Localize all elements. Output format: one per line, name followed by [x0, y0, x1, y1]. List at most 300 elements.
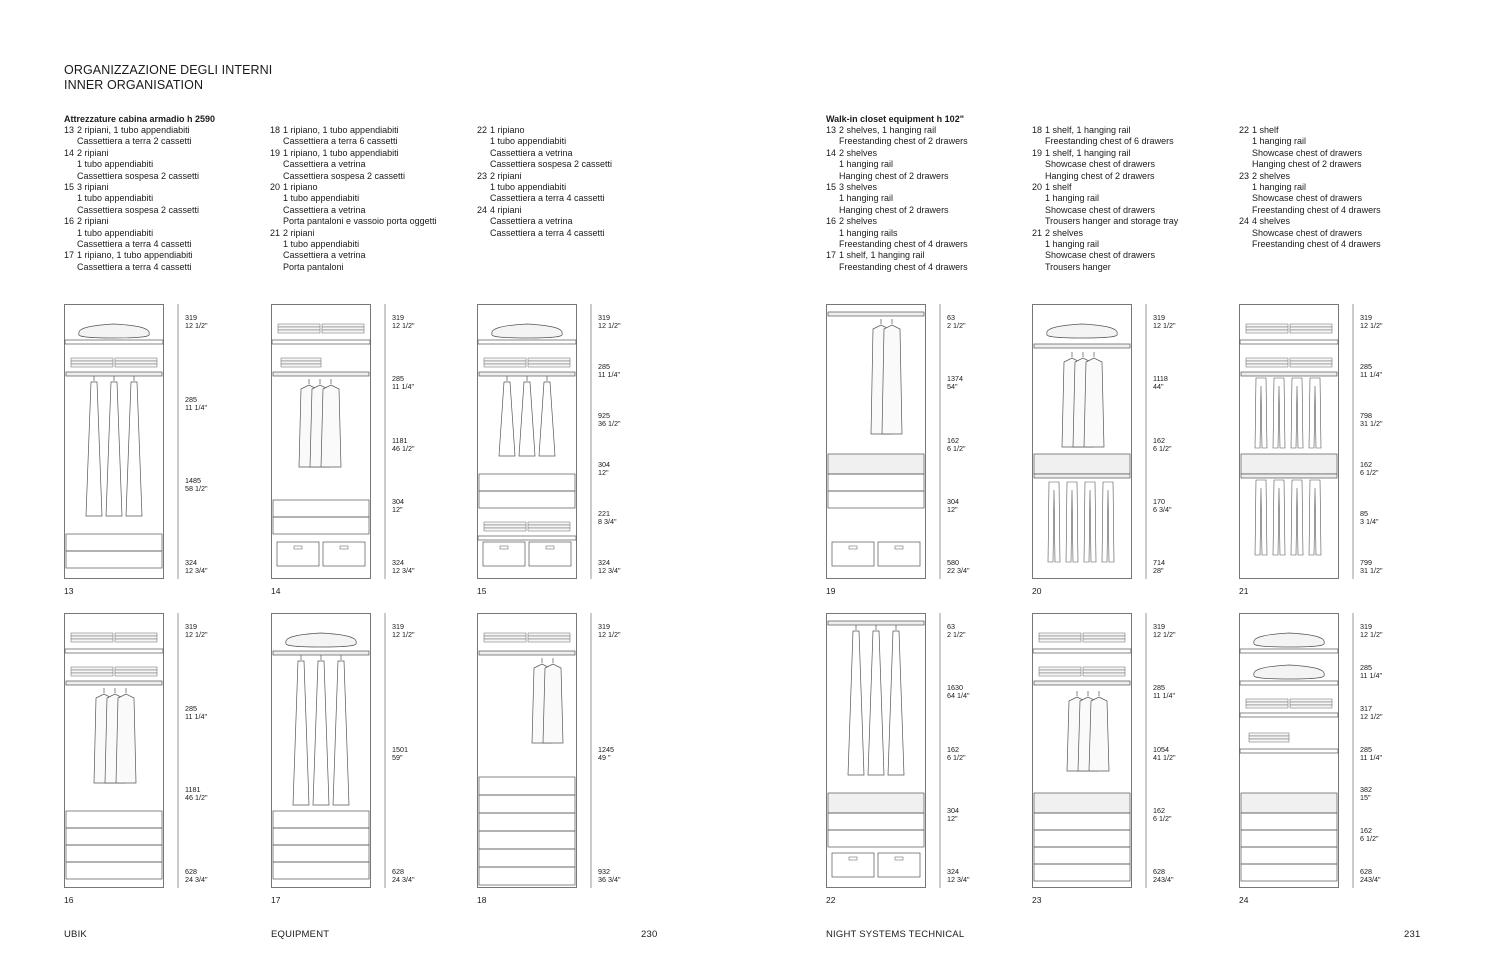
spec-line: [1032, 228, 1178, 239]
spec-line: [1239, 216, 1381, 227]
dimension-label: [1153, 868, 1174, 884]
spec-text: Showcase chest of drawers: [1045, 159, 1156, 170]
spec-heading-italian: [64, 114, 215, 125]
spec-line: [826, 171, 968, 182]
dimension-inch: 44": [1153, 382, 1164, 391]
spec-line: [64, 159, 199, 170]
spec-text: Cassettiera a terra 4 cassetti: [490, 227, 605, 238]
spec-line: [270, 159, 437, 170]
spec-text: Hanging chest of 2 drawers: [1252, 159, 1362, 170]
dimension-label: [598, 412, 621, 428]
spec-line: [270, 250, 437, 261]
spec-number: 14: [826, 147, 837, 158]
spec-line: [826, 205, 968, 216]
dimension-mm: 285: [1153, 683, 1165, 692]
spec-line: [1032, 239, 1178, 250]
dimension-label: [598, 314, 621, 330]
dimension-mm: 628: [1153, 867, 1165, 876]
dimension-label: [392, 868, 415, 884]
spec-line: [1032, 125, 1178, 136]
dimension-mm: 799: [1360, 558, 1372, 567]
dimension-mm: 319: [185, 622, 197, 631]
spec-line: [270, 228, 437, 239]
spec-number: 13: [826, 125, 837, 135]
dimension-label: [947, 623, 966, 639]
wardrobe-drawing: [271, 613, 371, 888]
dimension-label: [185, 705, 207, 721]
dimension-mm: 317: [1360, 704, 1372, 713]
spec-line: [1239, 171, 1381, 182]
spec-text: 1 shelf, 1 hanging rail: [1045, 147, 1131, 158]
spec-heading: Walk-in closet equipment h 102": [826, 114, 964, 124]
dimension-inch: 11 1/4": [1360, 370, 1383, 379]
dimension-label: [1153, 807, 1172, 823]
spec-line: [1032, 250, 1178, 261]
dimension-mm: 63: [947, 313, 955, 322]
dimension-inch: 49 ": [598, 753, 611, 762]
dimension-label: [1360, 705, 1383, 721]
dimension-label: [947, 375, 963, 391]
dimension-mm: 1485: [185, 476, 201, 485]
spec-line: [477, 171, 612, 182]
dimension-inch: 11 1/4": [392, 382, 415, 391]
dimension-label: [598, 510, 617, 526]
dimension-inch: 12": [947, 814, 958, 823]
wardrobe-drawing: [64, 304, 164, 579]
dimension-mm: 319: [392, 622, 404, 631]
spec-text: 2 ripiani: [77, 216, 109, 227]
spec-text: Freestanding chest of 4 drawers: [839, 239, 968, 250]
spec-text: 1 hanging rail: [839, 193, 894, 204]
spec-line: [477, 193, 612, 204]
spec-number: 17: [64, 250, 75, 261]
wardrobe-unit-20: [1032, 304, 1176, 596]
dimension-inch: 12 3/4": [185, 566, 208, 575]
dimension-label: [1153, 684, 1175, 700]
dimension-label: [598, 559, 621, 575]
dimension-inch: 31 1/2": [1360, 419, 1383, 428]
dimension-label: [392, 498, 404, 514]
dimension-inch: 12 1/2": [1360, 321, 1383, 330]
footer-page-left: 230: [641, 929, 658, 940]
dimension-inch: 243/4": [1360, 875, 1381, 884]
dimension-label: [1360, 559, 1383, 575]
dimension-inch: 12": [392, 505, 403, 514]
spec-text: 1 shelf: [1045, 182, 1072, 193]
dimension-inch: 11 1/4": [185, 712, 208, 721]
dimension-mm: 1181: [392, 436, 408, 445]
dimension-mm: 304: [947, 497, 959, 506]
dimension-label: [598, 746, 614, 762]
dimension-mm: 285: [185, 395, 197, 404]
spec-line: [64, 228, 199, 239]
spec-line: [1239, 193, 1381, 204]
dimension-mm: 324: [598, 558, 610, 567]
dimension-label: [1360, 786, 1372, 802]
dimension-mm: 319: [1153, 313, 1165, 322]
dimension-label: [392, 437, 415, 453]
spec-line: [1239, 239, 1381, 250]
dimension-label: [947, 437, 966, 453]
spec-number: 19: [270, 147, 281, 158]
spec-line: [270, 205, 437, 216]
dimension-label: [598, 868, 621, 884]
dimension-label: [392, 375, 414, 391]
spec-line: [477, 159, 612, 170]
spec-text: Cassettiera a vetrina: [490, 216, 573, 227]
dimension-mm: 285: [1360, 745, 1372, 754]
dimension-label: [947, 807, 959, 823]
spec-line: [1032, 159, 1178, 170]
dimension-mm: 162: [947, 436, 959, 445]
spec-list-italian-1: [64, 125, 199, 273]
spec-text: Freestanding chest of 4 drawers: [1252, 204, 1381, 215]
dimension-inch: 12 1/2": [598, 630, 621, 639]
spec-text: Porta pantaloni e vassoio porta oggetti: [283, 216, 437, 227]
wardrobe-unit-13: [64, 304, 208, 596]
spec-line: [270, 216, 437, 227]
dimension-inch: 2 1/2": [947, 321, 966, 330]
dimension-inch: 12 1/2": [392, 630, 415, 639]
dimension-label: [1360, 623, 1383, 639]
spec-number: 21: [1032, 227, 1043, 238]
dimension-mm: 304: [947, 806, 959, 815]
spec-number: 24: [1239, 216, 1250, 227]
spec-number: 15: [64, 182, 75, 193]
spec-text: Cassettiera sospesa 2 cassetti: [490, 159, 613, 170]
wardrobe-unit-16: [64, 613, 208, 905]
spec-text: 2 ripiani, 1 tubo appendiabiti: [77, 125, 190, 135]
dimension-label: [1360, 461, 1379, 477]
spec-number: 15: [826, 182, 837, 193]
spec-text: 2 shelves: [1252, 170, 1291, 181]
dimension-mm: 1054: [1153, 745, 1169, 754]
spec-text: 1 hanging rail: [839, 159, 894, 170]
spec-line: [826, 216, 968, 227]
spec-text: Cassettiera a vetrina: [283, 159, 366, 170]
spec-line: [270, 193, 437, 204]
dimension-inch: 12 3/4": [598, 566, 621, 575]
spec-text: 2 shelves: [839, 147, 878, 158]
dimension-mm: 324: [947, 867, 959, 876]
spec-line: [64, 136, 199, 147]
unit-number: 19: [826, 586, 836, 596]
dimension-mm: 162: [1153, 806, 1165, 815]
dimension-inch: 6 1/2": [1360, 834, 1379, 843]
spec-line: [477, 136, 612, 147]
dimension-inch: 36 1/2": [598, 419, 621, 428]
spec-text: Cassettiera a terra 2 cassetti: [77, 136, 192, 147]
spec-line: [64, 193, 199, 204]
dimension-label: [947, 498, 959, 514]
dimension-mm: 628: [185, 867, 197, 876]
dimension-label: [185, 477, 208, 493]
spec-line: [1032, 262, 1178, 273]
dimension-mm: 580: [947, 558, 959, 567]
spec-line: [64, 239, 199, 250]
dimension-inch: 31 1/2": [1360, 566, 1383, 575]
spec-line: [826, 262, 968, 273]
dimension-mm: 85: [1360, 509, 1368, 518]
title-english: INNER ORGANISATION: [64, 78, 204, 92]
dimension-mm: 1181: [185, 785, 201, 794]
dimension-inch: 46 1/2": [185, 793, 208, 802]
dimension-inch: 6 3/4": [1153, 505, 1172, 514]
dimension-label: [598, 623, 621, 639]
spec-text: 1 tubo appendiabiti: [283, 193, 360, 204]
spec-text: Cassettiera a terra 6 cassetti: [283, 136, 398, 147]
dimension-inch: 12 1/2": [185, 630, 208, 639]
footer-brand: UBIK: [64, 929, 87, 940]
page-title: [64, 63, 272, 93]
spec-line: [1032, 171, 1178, 182]
dimension-label: [947, 559, 970, 575]
dimension-inch: 64 1/4": [947, 691, 970, 700]
spec-line: [270, 125, 437, 136]
unit-number: 21: [1239, 586, 1249, 596]
spec-text: 1 tubo appendiabiti: [77, 227, 154, 238]
dimension-label: [1153, 559, 1165, 575]
spec-line: [477, 148, 612, 159]
spec-text: 1 tubo appendiabiti: [490, 182, 567, 193]
wardrobe-drawing: [1032, 613, 1132, 888]
spec-line: [826, 125, 968, 136]
spec-text: Cassettiera sospesa 2 cassetti: [77, 170, 200, 181]
spec-text: 1 ripiano, 1 tubo appendiabiti: [283, 147, 399, 158]
dimension-label: [392, 559, 415, 575]
dimension-inch: 11 1/4": [185, 403, 208, 412]
dimension-mm: 319: [392, 313, 404, 322]
spec-number: 21: [270, 227, 281, 238]
dimension-mm: 714: [1153, 558, 1165, 567]
dimension-mm: 324: [392, 558, 404, 567]
wardrobe-unit-22: [826, 613, 970, 905]
spec-number: 23: [477, 170, 488, 181]
dimension-mm: 170: [1153, 497, 1165, 506]
dimension-inch: 12 1/2": [1153, 321, 1176, 330]
dimension-label: [1360, 412, 1383, 428]
dimension-mm: 798: [1360, 411, 1372, 420]
dimension-inch: 12 1/2": [185, 321, 208, 330]
dimension-inch: 12": [598, 468, 609, 477]
spec-text: Freestanding chest of 4 drawers: [839, 261, 968, 272]
spec-text: 3 shelves: [839, 182, 878, 193]
dimension-inch: 12 3/4": [392, 566, 415, 575]
spec-heading-english: [826, 114, 964, 125]
spec-list-italian-2: [270, 125, 437, 273]
unit-number: 13: [64, 586, 74, 596]
dimension-label: [1153, 314, 1176, 330]
spec-heading: Attrezzature cabina armadio h 2590: [64, 114, 216, 124]
unit-number: 22: [826, 895, 836, 905]
spec-text: Hanging chest of 2 drawers: [1045, 170, 1155, 181]
unit-number: 16: [64, 895, 74, 905]
spec-line: [826, 182, 968, 193]
dimension-mm: 1630: [947, 683, 963, 692]
dimension-mm: 304: [392, 497, 404, 506]
dimension-mm: 63: [947, 622, 955, 631]
spec-number: 13: [64, 125, 75, 135]
spec-text: Hanging chest of 2 drawers: [839, 170, 949, 181]
dimension-label: [392, 314, 415, 330]
spec-line: [64, 148, 199, 159]
spec-text: 1 ripiano: [490, 125, 525, 135]
spec-text: Cassettiera sospesa 2 cassetti: [77, 204, 200, 215]
wardrobe-drawing: [64, 613, 164, 888]
dimension-inch: 54": [947, 382, 958, 391]
spec-text: 2 shelves: [1045, 227, 1084, 238]
footer-page-right: 231: [1404, 929, 1421, 940]
spec-text: 1 hanging rail: [1045, 193, 1100, 204]
spec-number: 23: [1239, 170, 1250, 181]
title-italian: ORGANIZZAZIONE DEGLI INTERNI: [64, 63, 273, 77]
spec-line: [64, 216, 199, 227]
dimension-inch: 243/4": [1153, 875, 1174, 884]
spec-line: [1032, 193, 1178, 204]
wardrobe-unit-17: [271, 613, 415, 905]
wardrobe-drawing: [1032, 304, 1132, 579]
spec-text: 4 ripiani: [490, 204, 522, 215]
spec-line: [64, 262, 199, 273]
dimension-inch: 36 3/4": [598, 875, 621, 884]
spec-number: 14: [64, 147, 75, 158]
spec-text: Cassettiera a vetrina: [283, 204, 366, 215]
spec-text: Cassettiera a terra 4 cassetti: [77, 261, 192, 272]
wardrobe-unit-23: [1032, 613, 1176, 905]
dimension-mm: 319: [598, 622, 610, 631]
dimension-mm: 162: [1153, 436, 1165, 445]
dimension-label: [1360, 363, 1382, 379]
spec-line: [1239, 136, 1381, 147]
spec-text: 1 tubo appendiabiti: [77, 193, 154, 204]
spec-text: Cassettiera a vetrina: [283, 250, 366, 261]
unit-number: 17: [271, 895, 281, 905]
dimension-inch: 12 3/4": [947, 875, 970, 884]
spec-text: Freestanding chest of 4 drawers: [1252, 239, 1381, 250]
spec-number: 24: [477, 204, 488, 215]
dimension-label: [947, 868, 970, 884]
dimension-label: [947, 746, 966, 762]
dimension-mm: 628: [1360, 867, 1372, 876]
spec-line: [1032, 182, 1178, 193]
spec-line: [1032, 148, 1178, 159]
spec-number: 22: [477, 125, 488, 135]
dimension-inch: 6 1/2": [1153, 444, 1172, 453]
dimension-label: [185, 623, 208, 639]
dimension-mm: 1245: [598, 745, 614, 754]
spec-line: [477, 125, 612, 136]
spec-number: 20: [1032, 182, 1043, 193]
spec-line: [1032, 216, 1178, 227]
dimension-inch: 6 1/2": [947, 753, 966, 762]
dimension-inch: 28": [1153, 566, 1164, 575]
wardrobe-drawing: [826, 613, 926, 888]
spec-number: 16: [826, 216, 837, 227]
spec-list-italian-3: [477, 125, 612, 239]
unit-number: 14: [271, 586, 281, 596]
dimension-inch: 24 3/4": [392, 875, 415, 884]
spec-number: 18: [270, 125, 281, 135]
dimension-inch: 58 1/2": [185, 484, 208, 493]
spec-text: 2 shelves, 1 hanging rail: [839, 125, 937, 135]
spec-line: [826, 228, 968, 239]
dimension-inch: 24 3/4": [185, 875, 208, 884]
spec-text: 3 ripiani: [77, 182, 109, 193]
wardrobe-unit-21: [1239, 304, 1383, 596]
spec-text: 1 hanging rail: [1045, 239, 1100, 250]
spec-text: Porta pantaloni: [283, 261, 344, 272]
dimension-label: [598, 461, 610, 477]
spec-text: 1 tubo appendiabiti: [283, 239, 360, 250]
dimension-inch: 12 1/2": [1153, 630, 1176, 639]
spec-line: [1239, 205, 1381, 216]
spec-line: [826, 159, 968, 170]
dimension-mm: 1374: [947, 374, 963, 383]
dimension-mm: 319: [1153, 622, 1165, 631]
dimension-inch: 12": [947, 505, 958, 514]
dimension-label: [185, 868, 208, 884]
spec-line: [1239, 125, 1381, 136]
spec-text: Trousers hanger and storage tray: [1045, 216, 1179, 227]
unit-number: 23: [1032, 895, 1042, 905]
spec-line: [64, 182, 199, 193]
dimension-label: [1153, 746, 1176, 762]
spec-line: [826, 136, 968, 147]
dimension-mm: 1118: [1153, 374, 1168, 383]
dimension-mm: 628: [392, 867, 404, 876]
dimension-mm: 285: [392, 374, 404, 383]
spec-text: Freestanding chest of 6 drawers: [1045, 136, 1174, 147]
spec-text: Cassettiera a vetrina: [490, 147, 573, 158]
wardrobe-unit-15: [477, 304, 621, 596]
spec-text: Cassettiera a terra 4 cassetti: [490, 193, 605, 204]
unit-number: 20: [1032, 586, 1042, 596]
dimension-inch: 6 1/2": [947, 444, 966, 453]
spec-line: [1032, 205, 1178, 216]
unit-number: 18: [477, 895, 487, 905]
dimension-mm: 382: [1360, 785, 1372, 794]
spec-text: 2 shelves: [839, 216, 878, 227]
dimension-label: [185, 396, 207, 412]
dimension-label: [185, 314, 208, 330]
dimension-label: [947, 684, 970, 700]
spec-line: [826, 193, 968, 204]
spec-line: [270, 171, 437, 182]
dimension-mm: 285: [185, 704, 197, 713]
dimension-inch: 46 1/2": [392, 444, 415, 453]
dimension-inch: 8 3/4": [598, 517, 617, 526]
dimension-inch: 12 1/2": [1360, 712, 1383, 721]
dimension-inch: 3 1/4": [1360, 517, 1379, 526]
dimension-mm: 304: [598, 460, 610, 469]
spec-text: 1 tubo appendiabiti: [77, 159, 154, 170]
dimension-inch: 11 1/4": [1153, 691, 1176, 700]
wardrobe-unit-18: [477, 613, 621, 905]
spec-line: [64, 250, 199, 261]
spec-number: 18: [1032, 125, 1043, 135]
footer-section-right: NIGHT SYSTEMS TECHNICAL: [826, 929, 965, 940]
dimension-label: [185, 559, 208, 575]
spec-line: [64, 205, 199, 216]
spec-text: 2 ripiani: [490, 170, 522, 181]
spec-line: [1239, 148, 1381, 159]
spec-line: [826, 239, 968, 250]
spec-text: Showcase chest of drawers: [1252, 147, 1363, 158]
spec-text: 1 shelf, 1 hanging rail: [1045, 125, 1131, 135]
spec-text: Freestanding chest of 2 drawers: [839, 136, 968, 147]
footer-section-left: EQUIPMENT: [271, 929, 330, 940]
dimension-label: [947, 314, 966, 330]
